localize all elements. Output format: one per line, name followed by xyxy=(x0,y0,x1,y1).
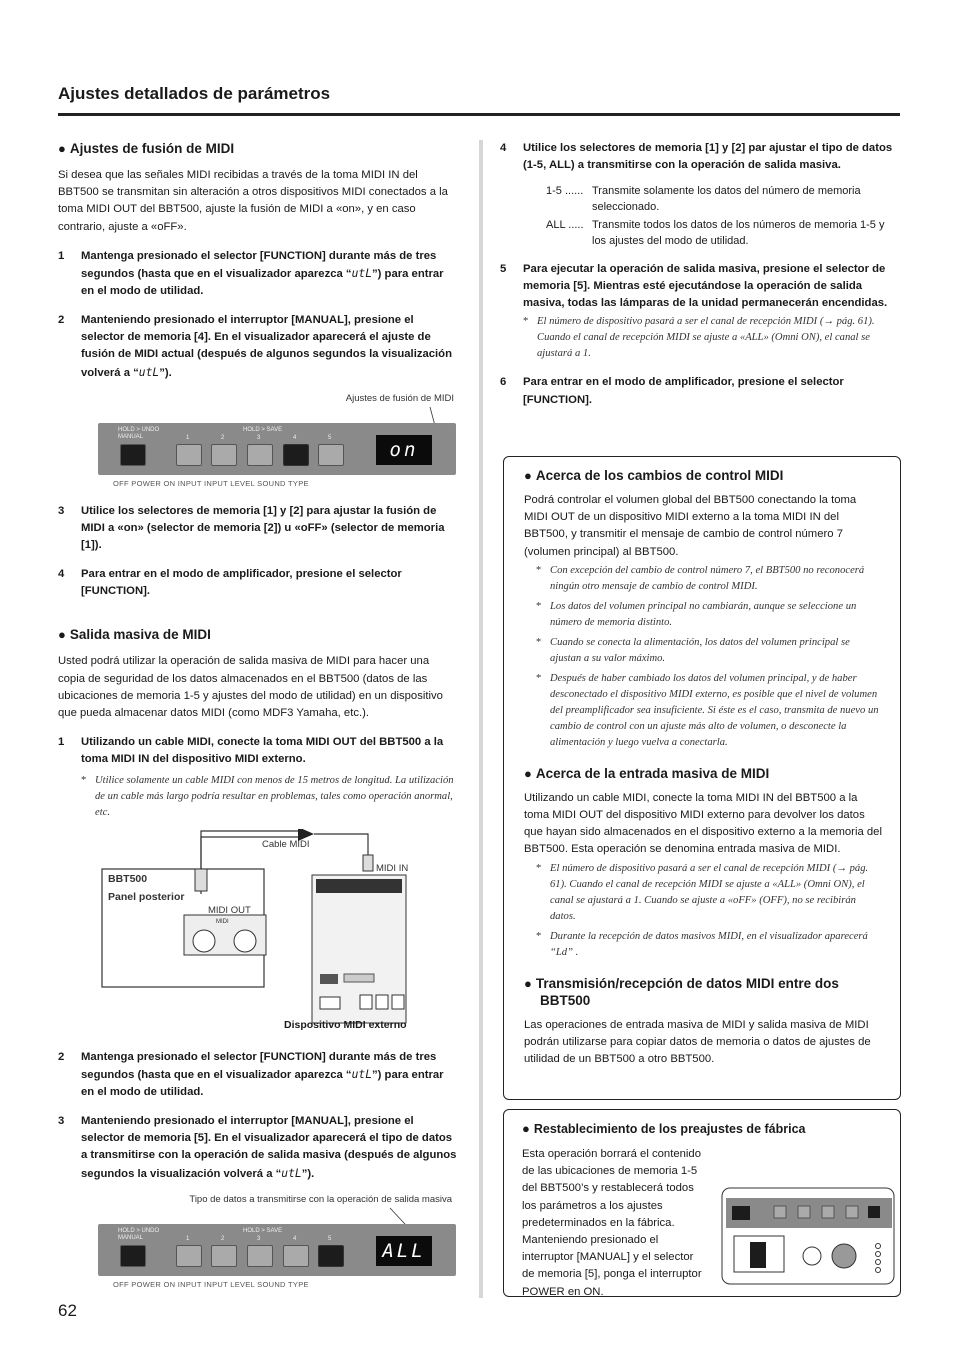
reset-body-2: Manteniendo presionado el interruptor [MANUAL] y el selector de memoria [5], ponga el interruptor POWER en ON. xyxy=(522,1234,702,1298)
bulk-out-note xyxy=(81,773,458,821)
memory-button-1[interactable] xyxy=(176,444,202,466)
asterisk: * xyxy=(536,636,542,648)
note-text: Cuando se conecta la alimentación, los datos del volumen principal se ajustan a su valor máximo. xyxy=(550,636,850,664)
bulk-in-body: Utilizando un cable MIDI, conecte la toma MIDI IN del BBT500 a la toma MIDI OUT del dispositivo MIDI externo para devolver los datos que hayan sido almacenados en el dispositivo externo a la memoria del BBT500. Esta operación se denomina entrada masiva de MIDI. xyxy=(524,791,882,856)
panel-display: ALL xyxy=(376,1236,432,1266)
step-text: ”) para entrar en el modo de utilidad. xyxy=(81,1069,444,1099)
midi-in-label: MIDI IN xyxy=(376,862,409,874)
panel-text: MANUAL xyxy=(118,1234,144,1241)
midi-connection-diagram xyxy=(58,829,458,1039)
step-text: Para ejecutar la operación de salida masiva, presione el selector de memoria [5]. Mientras esté ejecutándose la operación de salida masiva, todas las lámparas de la unidad permanecerán encendidas. xyxy=(523,262,888,310)
column-divider xyxy=(479,140,483,1298)
bulk-out-panel-figure xyxy=(58,1194,458,1294)
lcd-text: utL xyxy=(351,267,372,281)
panel-caption: Tipo de datos a transmitirse con la operación de salida masiva xyxy=(189,1193,452,1205)
cc-note xyxy=(536,563,882,595)
asterisk: * xyxy=(536,930,542,942)
panel-text: 5 xyxy=(328,434,332,441)
panel-legend: OFF POWER ON INPUT INPUT LEVEL SOUND TYPE xyxy=(113,478,309,488)
cc-heading xyxy=(524,467,882,484)
note-text: El número de dispositivo pasará a ser el canal de recepción MIDI (→ pág. 61). Cuando el canal de recepción MIDI se ajuste a «ALL» (Omni ON), el canal se ajustará a 1. xyxy=(537,316,875,360)
panel-text: HOLD > UNDO xyxy=(118,426,160,433)
bulk-out-step-4 xyxy=(500,140,900,175)
step-number: 4 xyxy=(500,142,507,154)
step-number: 4 xyxy=(58,567,65,580)
panel-text: MANUAL xyxy=(118,433,144,440)
bullet-icon: ● xyxy=(524,975,532,991)
memory-button-5[interactable] xyxy=(318,1245,344,1267)
step-text: Utilice los selectores de memoria [1] y [2] par ajustar el tipo de datos (1-5, ALL) a transmitirse con la operación de salida masiva. xyxy=(523,142,893,172)
panel-legend: OFF POWER ON INPUT INPUT LEVEL SOUND TYPE xyxy=(113,1279,309,1289)
midi-jack-label: MIDI xyxy=(216,918,229,925)
midi-info-content xyxy=(524,467,882,1080)
bulk-in-heading xyxy=(524,765,882,782)
fusion-step-3 xyxy=(58,503,458,555)
bullet-icon: ● xyxy=(58,141,66,156)
step-number: 3 xyxy=(58,504,65,517)
tx-heading xyxy=(524,975,882,1009)
step-number: 1 xyxy=(58,249,65,262)
step-text: ”). xyxy=(301,1167,315,1180)
bbt500-front-panel xyxy=(98,423,456,475)
panel-display: on xyxy=(376,435,432,465)
memory-button-5[interactable] xyxy=(318,444,344,466)
option-key: 1-5 ...... xyxy=(546,184,584,197)
title-rule xyxy=(58,113,900,116)
asterisk: * xyxy=(536,564,542,576)
bulk-out-step-3 xyxy=(58,1113,458,1183)
lcd-text: utL xyxy=(351,1068,372,1082)
bullet-icon: ● xyxy=(524,765,532,781)
option-key: ALL ..... xyxy=(546,218,584,231)
bbt500-label: BBT500 xyxy=(108,872,148,885)
power-switch-figure xyxy=(716,1186,896,1286)
reset-heading xyxy=(522,1120,884,1138)
step-number: 6 xyxy=(500,376,507,389)
bulk-in-heading-text: Acerca de la entrada masiva de MIDI xyxy=(535,765,770,781)
page-title: Ajustes detallados de parámetros xyxy=(58,84,331,103)
step-text: Manteniendo presionado el interruptor [MANUAL], presione el selector de memoria [5]. En el visualizador aparecerá el tipo de datos a transmitirse con la operación de salida masiva (después de algunos segundos la visualización volverá a “ xyxy=(81,1114,457,1180)
bulk-in-note xyxy=(536,929,882,961)
step-number: 2 xyxy=(58,1050,65,1063)
panel-text: 4 xyxy=(293,1235,297,1242)
step-text: Mantenga presionado el selector [FUNCTION] durante más de tres segundos (hasta que en el visualizador aparezca “ xyxy=(81,249,437,281)
memory-button-2[interactable] xyxy=(211,1245,237,1267)
option-item xyxy=(546,183,900,215)
note-text: Durante la recepción de datos masivos MIDI, en el visualizador aparecerá “Ld” . xyxy=(550,930,868,958)
manual-button[interactable] xyxy=(120,1245,146,1267)
memory-button-3[interactable] xyxy=(247,1245,273,1267)
lcd-text: utL xyxy=(138,365,160,379)
midi-out-label: MIDI OUT xyxy=(208,904,251,916)
fusion-step-1 xyxy=(58,248,458,301)
fusion-heading xyxy=(58,140,458,157)
bullet-icon: ● xyxy=(524,468,532,483)
data-type-options xyxy=(546,183,900,249)
cc-heading-text: Acerca de los cambios de control MIDI xyxy=(535,468,784,483)
reset-heading-text: Restablecimiento de los preajustes de fábrica xyxy=(533,1122,806,1136)
panel-text: 2 xyxy=(221,434,225,441)
rear-panel-label: Panel posterior xyxy=(108,890,185,903)
lcd-text: utL xyxy=(281,1166,302,1180)
cable-label: Cable MIDI xyxy=(262,838,310,850)
step-text: Utilice los selectores de memoria [1] y [2] para ajustar la fusión de MIDI a «on» (selector de memoria [2]) u «oFF» (selector de memoria [1]). xyxy=(81,504,445,552)
fusion-intro: Si desea que las señales MIDI recibidas a través de la toma MIDI IN del BBT500 se transmitan sin alteración a otros dispositivos MIDI conectados a la toma MIDI OUT del BBT500, ajuste la fusión de MIDI a «on», y en caso contrario, ajuste a «oFF». xyxy=(58,169,448,233)
bulk-out-step-1 xyxy=(58,734,458,769)
page-number: 62 xyxy=(58,1301,77,1320)
step-number: 5 xyxy=(500,262,507,275)
step-text: Para entrar en el modo de amplificador, presione el selector [FUNCTION]. xyxy=(81,567,402,598)
note-text: Después de haber cambiado los datos del volumen principal, y de haber desconectado el dispositivo MIDI externo, es posible que el nivel de volumen del preamplificador sea insuficiente. Si éste es el caso, transmita de nuevo un cambio de control con un ajuste más alto de volumen, o desconecte la alimentación y luego vuelva a conectarla. xyxy=(550,672,879,748)
memory-button-1[interactable] xyxy=(176,1245,202,1267)
panel-text: HOLD > SAVE xyxy=(243,426,283,433)
bulk-out-heading-text: Salida masiva de MIDI xyxy=(69,627,211,643)
step-text: Mantenga presionado el selector [FUNCTION] durante más de tres segundos (hasta que en el visualizador aparezca “ xyxy=(81,1050,437,1082)
reset-text-block xyxy=(522,1146,884,1301)
fusion-panel-figure xyxy=(58,393,458,493)
panel-text: 4 xyxy=(293,434,297,441)
connection-drawing xyxy=(58,829,458,1039)
asterisk: * xyxy=(536,862,542,874)
memory-button-4[interactable] xyxy=(283,444,309,466)
option-desc: Transmite todos los datos de los números de memoria 1-5 y los ajustes del modo de utilidad. xyxy=(592,218,885,247)
step-number: 2 xyxy=(58,313,65,326)
fusion-heading-text: Ajustes de fusión de MIDI xyxy=(69,141,235,156)
cc-note xyxy=(536,671,882,751)
note-text: El número de dispositivo pasará a ser el canal de recepción MIDI (→ pág. 61). Cuando el canal de recepción MIDI se ajuste a «ALL» (Omni ON), el canal se ajustará a 1. Cuando se ajuste a «oFF» (OFF), no se recibirán datos. xyxy=(550,862,869,922)
external-device-label: Dispositivo MIDI externo xyxy=(284,1018,407,1031)
panel-text: 3 xyxy=(257,1235,261,1242)
manual-button[interactable] xyxy=(120,444,146,466)
cc-note xyxy=(536,635,882,667)
panel-text: 5 xyxy=(328,1235,332,1242)
step-text: Manteniendo presionado el interruptor [MANUAL], presione el selector de memoria [4]. En el visualizador aparecerá el ajuste de fusión de MIDI actual (después de algunos segundos la visualización volverá a “ xyxy=(81,313,452,379)
panel-text: HOLD > SAVE xyxy=(243,1227,283,1234)
step-text: Para entrar en el modo de amplificador, presione el selector [FUNCTION]. xyxy=(523,376,844,406)
bbt500-front-panel xyxy=(98,1224,456,1276)
step5-note xyxy=(523,314,900,362)
panel-text: HOLD > UNDO xyxy=(118,1227,160,1234)
note-text: Los datos del volumen principal no cambiarán, aunque se seleccione un número de memoria distinto. xyxy=(550,600,857,628)
step-text: ”). xyxy=(159,366,172,379)
option-item xyxy=(546,217,900,249)
asterisk: * xyxy=(536,672,542,684)
right-column-steps xyxy=(500,140,900,420)
panel-text: 1 xyxy=(186,434,190,441)
left-column xyxy=(58,140,458,1304)
panel-caption: Ajustes de fusión de MIDI xyxy=(345,392,454,404)
bulk-in-note xyxy=(536,861,882,925)
step-number: 1 xyxy=(58,736,65,749)
note-text: Utilice solamente un cable MIDI con menos de 15 metros de longitud. La utilización de un cable más largo podría resultar en problemas, tales como operación anormal, etc. xyxy=(95,774,454,818)
panel-text: 2 xyxy=(221,1235,225,1242)
bulk-out-step-6 xyxy=(500,374,900,409)
memory-button-2[interactable] xyxy=(211,444,237,466)
cc-body: Podrá controlar el volumen global del BBT500 conectando la toma MIDI OUT de un dispositivo MIDI externo a la toma MIDI IN del BBT500, y transmitir el mensaje de cambio de control número 7 (volumen principal) al BBT500. xyxy=(524,494,857,558)
cc-note xyxy=(536,599,882,631)
bullet-icon: ● xyxy=(58,627,66,643)
bullet-icon: ● xyxy=(522,1121,530,1136)
fusion-step-4 xyxy=(58,566,458,601)
asterisk: * xyxy=(523,316,529,328)
asterisk: * xyxy=(81,774,87,786)
reset-body-1: Esta operación borrará el contenido de las ubicaciones de memoria 1-5 del BBT500’s y restablecerá todos los parámetros a los ajustes predeterminados en la fábrica. xyxy=(522,1148,701,1229)
factory-reset-content xyxy=(522,1120,884,1313)
panel-text: 1 xyxy=(186,1235,190,1242)
step-number: 3 xyxy=(58,1114,65,1127)
note-text: Con excepción del cambio de control número 7, el BBT500 no reconocerá ningún otro mensaje de cambio de control MIDI. xyxy=(550,564,865,592)
tx-heading-text: Transmisión/recepción de datos MIDI entre dos BBT500 xyxy=(535,975,839,1008)
memory-button-4[interactable] xyxy=(283,1245,309,1267)
tx-body: Las operaciones de entrada masiva de MIDI y salida masiva de MIDI podrán utilizarse para copiar datos de memoria o datos de ajustes de utilidad de un BBT500 a otro BBT500. xyxy=(524,1018,871,1066)
option-desc: Transmite solamente los datos del número de memoria seleccionado. xyxy=(592,184,861,213)
factory-reset-box xyxy=(503,1109,901,1297)
bulk-out-step-2 xyxy=(58,1049,458,1102)
memory-button-3[interactable] xyxy=(247,444,273,466)
step-text: Utilizando un cable MIDI, conecte la toma MIDI OUT del BBT500 a la toma MIDI IN del dispositivo MIDI externo. xyxy=(81,736,444,766)
bulk-out-intro: Usted podrá utilizar la operación de salida masiva de MIDI para hacer una copia de seguridad de los datos almacenados en el BBT500 (datos de las ubicaciones de memoria 1-5 y ajustes del modo de utilidad) en un dispositivo que pueda almacenar datos MIDI (como MDF3 Yamaha, etc.). xyxy=(58,655,443,719)
fusion-step-2 xyxy=(58,312,458,382)
step-text: ”) para entrar en el modo de utilidad. xyxy=(81,268,444,298)
midi-info-box xyxy=(503,456,901,1100)
asterisk: * xyxy=(536,600,542,612)
panel-text: 3 xyxy=(257,434,261,441)
bulk-out-heading xyxy=(58,626,458,643)
bulk-out-step-5 xyxy=(500,261,900,313)
